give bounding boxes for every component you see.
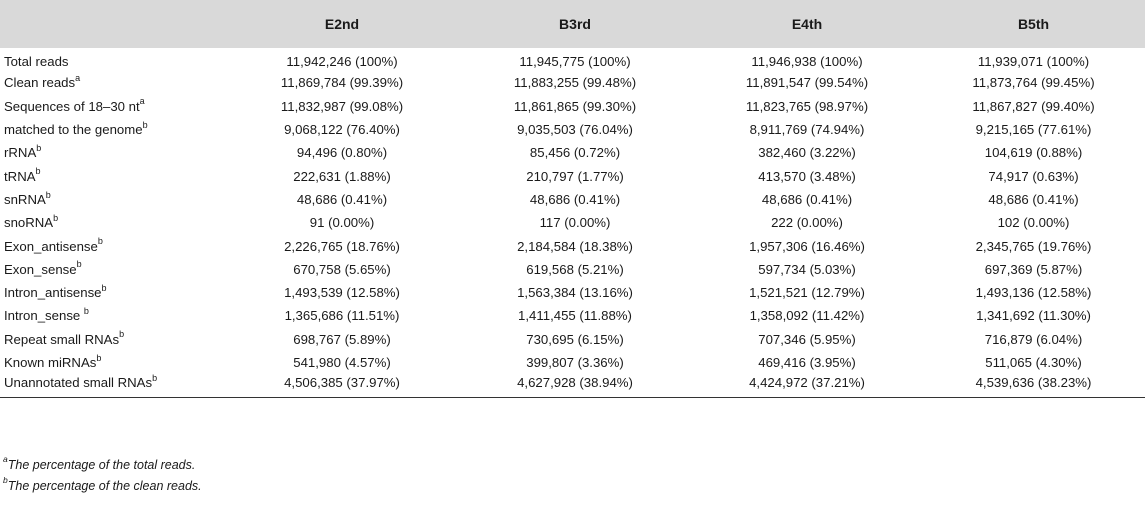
value-cell: 104,619 (0.88%) [984,145,1083,161]
row-label: Total reads [4,54,69,70]
row-label-footnote-mark: b [35,166,41,177]
value-cell: 11,861,865 (99.30%) [513,98,637,114]
value-cell: 48,686 (0.41%) [296,191,388,207]
footnote-mark: a [3,453,8,464]
value-cell: 4,627,928 (38.94%) [517,375,633,391]
header-cell-b3rd: B3rd [559,16,591,32]
footnote-b [3,476,202,497]
row-label-footnote-mark: b [96,352,102,363]
row-label: Intron_antisense [4,285,102,301]
row-label: Unannotated small RNAs [4,375,153,391]
value-cell: 91 (0.00%) [309,215,375,231]
row-label-footnote-mark: a [139,96,145,107]
row-label-footnote-mark: b [142,119,148,130]
row-label-footnote-mark: b [36,142,42,153]
value-cell: 117 (0.00%) [539,215,611,231]
value-cell: 11,867,827 (99.40%) [972,98,1095,114]
row-label-cell [0,95,226,118]
value-cell: 619,568 (5.21%) [526,261,624,277]
value-cell: 9,068,122 (76.40%) [284,122,400,138]
row-label-footnote-mark: b [152,372,158,383]
value-cell: 102 (0.00%) [997,215,1070,231]
row-label: Sequences of 18–30 nt [4,98,140,114]
value-cell: 11,946,938 (100%) [751,54,863,70]
row-label-cell [0,258,226,281]
value-cell: 2,184,584 (18.38%) [517,238,633,254]
row-label-footnote-mark: b [45,189,51,200]
value-cell: 94,496 (0.80%) [296,145,388,161]
table-row [0,234,1145,257]
row-label: Exon_antisense [4,238,98,254]
header-cell-empty [0,0,226,48]
value-cell: 11,939,071 (100%) [977,54,1090,70]
table-row [0,141,1145,164]
value-cell: 697,369 (5.87%) [984,261,1083,277]
value-cell: 1,341,692 (11.30%) [976,308,1091,324]
value-cell: 11,945,775 (100%) [519,54,631,70]
value-cell: 413,570 (3.48%) [758,168,856,184]
table-row [0,164,1145,187]
table-row [0,48,1145,71]
row-label: Exon_sense [4,261,77,277]
value-cell: 1,563,384 (13.16%) [517,285,633,301]
row-label: Repeat small RNAs [4,331,120,347]
header-cell-e2nd: E2nd [324,16,360,32]
value-cell: 222,631 (1.88%) [293,168,391,184]
value-cell: 11,873,764 (99.45%) [972,75,1095,91]
row-label: snoRNA [4,215,54,231]
value-cell: 2,226,765 (18.76%) [284,238,400,254]
value-cell: 511,065 (4.30%) [985,355,1082,370]
value-cell: 8,911,769 (74.94%) [749,122,865,138]
value-cell: 74,917 (0.63%) [988,168,1079,184]
value-cell: 11,823,765 (98.97%) [745,98,869,114]
row-label-cell [0,304,226,327]
row-label-cell [0,351,226,374]
row-label: snRNA [4,191,46,207]
value-cell: 1,521,521 (12.79%) [749,285,865,301]
value-cell: 48,686 (0.41%) [761,191,853,207]
row-label-cell [0,48,226,71]
row-label-cell [0,234,226,257]
value-cell: 707,346 (5.95%) [758,331,856,347]
footnote-text: The percentage of the clean reads. [7,479,202,493]
table-row [0,188,1145,211]
value-cell: 48,686 (0.41%) [529,191,621,207]
value-cell: 597,734 (5.03%) [758,261,856,277]
row-label-cell [0,211,226,234]
value-cell: 698,767 (5.89%) [293,331,391,347]
table-row [0,281,1145,304]
value-cell: 2,345,765 (19.76%) [975,238,1092,254]
row-label-footnote-mark: b [119,329,125,340]
table-row [0,71,1145,94]
footnote-mark: b [3,474,8,485]
header-cell-b5th: B5th [1017,16,1050,32]
value-cell: 1,493,136 (12.58%) [975,285,1092,301]
row-label-footnote-mark: b [53,212,59,223]
row-label: tRNA [4,168,36,184]
value-cell: 48,686 (0.41%) [988,191,1079,207]
row-label-cell [0,328,226,351]
value-cell: 382,460 (3.22%) [758,145,856,161]
value-cell: 222 (0.00%) [771,215,843,231]
value-cell: 469,416 (3.95%) [758,355,856,370]
row-label-cell [0,164,226,187]
table-row [0,211,1145,234]
row-label-footnote-mark: b [101,282,107,293]
table-row [0,304,1145,327]
value-cell: 1,365,686 (11.51%) [284,308,400,324]
value-cell: 1,358,092 (11.42%) [749,308,865,324]
row-label-footnote-mark: b [97,236,103,247]
row-label-cell [0,71,226,94]
value-cell: 670,758 (5.65%) [293,261,391,277]
value-cell: 730,695 (6.15%) [526,331,624,347]
row-label-cell [0,374,226,397]
table-row [0,95,1145,118]
value-cell: 11,869,784 (99.39%) [280,75,404,91]
value-cell: 4,424,972 (37.21%) [749,375,865,391]
row-label: Intron_sense [4,308,84,324]
value-cell: 85,456 (0.72%) [529,145,621,161]
table-row [0,328,1145,351]
value-cell: 11,832,987 (99.08%) [280,98,404,114]
value-cell: 4,506,385 (37.97%) [284,375,400,391]
header-cell-e4th: E4th [791,16,823,32]
table-row [0,374,1145,397]
value-cell: 4,539,636 (38.23%) [975,375,1092,391]
row-label-footnote-mark: b [83,306,89,317]
value-cell: 399,807 (3.36%) [526,355,624,370]
row-label: rRNA [4,145,37,161]
table-row [0,258,1145,281]
value-cell: 9,215,165 (77.61%) [975,122,1092,138]
row-label-cell [0,141,226,164]
header-row [0,0,1145,48]
row-label-footnote-mark: a [75,73,81,84]
row-label-cell [0,188,226,211]
value-cell: 541,980 (4.57%) [293,355,391,370]
row-label: Known miRNAs [4,355,97,370]
value-cell: 11,942,246 (100%) [286,54,398,70]
footnote-text: The percentage of the total reads. [7,458,196,472]
row-label: Clean reads [4,75,76,91]
table-row [0,351,1145,374]
row-label-cell [0,281,226,304]
value-cell: 11,883,255 (99.48%) [513,75,637,91]
row-label-footnote-mark: b [76,259,82,270]
table-header [0,0,1145,48]
value-cell: 1,957,306 (16.46%) [749,238,865,254]
table-row [0,118,1145,141]
value-cell: 9,035,503 (76.04%) [517,122,633,138]
row-label: matched to the genome [4,122,143,138]
value-cell: 716,879 (6.04%) [984,331,1083,347]
footnote-a [3,455,202,476]
table-body [0,48,1145,397]
table-footnotes [3,455,202,497]
value-cell: 11,891,547 (99.54%) [745,75,869,91]
row-label-cell [0,118,226,141]
value-cell: 1,493,539 (12.58%) [284,285,400,301]
value-cell: 1,411,455 (11.88%) [518,308,632,324]
value-cell: 210,797 (1.77%) [526,168,624,184]
